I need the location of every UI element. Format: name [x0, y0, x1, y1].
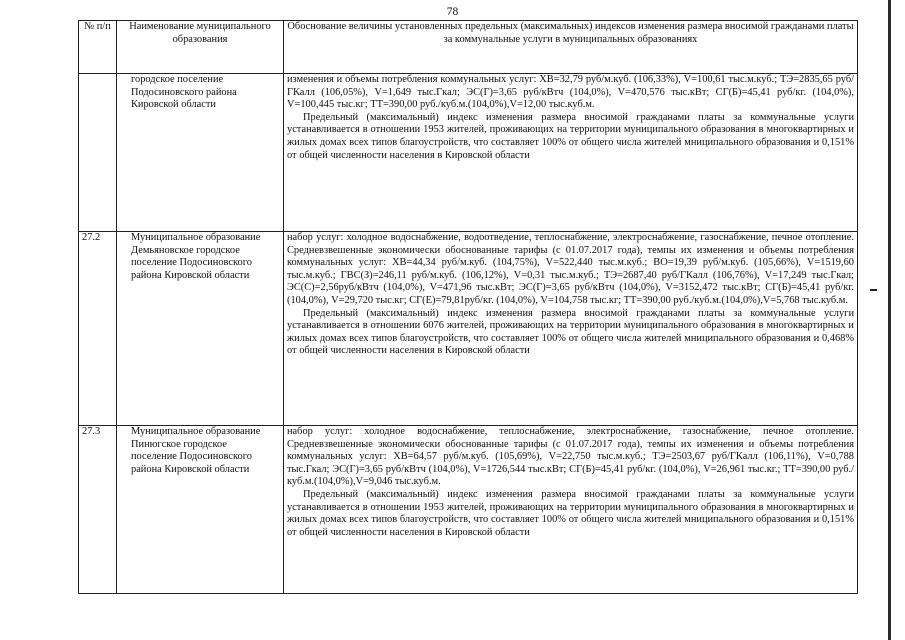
row-number: [79, 74, 117, 232]
justification-text: [284, 74, 858, 232]
header-justification: Обоснование величины установленных предельных (максимальных) индексов изменения размера вносимой гражданами платы за коммунальные услуги в муниципальных образованиях: [284, 21, 858, 74]
table-row: [79, 232, 858, 426]
margin-dash-mark: [870, 289, 877, 291]
table-header-row: [79, 21, 858, 74]
index-limit-paragraph: Предельный (максимальный) индекс изменения размера вносимой гражданами платы за коммунальные услуги устанавливается в отношении 1953 жителей, проживающих на территории муниципального образования в многоквартирных и жилых домах всех типов благоустройств, что составляет 100% от общего числа жителей мниципального образования и 0,151% от общей численности населения в Кировской области: [287, 488, 854, 538]
scan-edge-line: [888, 0, 891, 640]
tariff-details-paragraph: изменения и объемы потребления коммунальных услуг: ХВ=32,79 руб/м.куб. (106,33%), V=100,61 тыс.м.куб.; ТЭ=2835,65 руб/ГКалл (106,05%), V=1,649 тыс.Гкал; ЭС(Г)=3,65 руб/кВтч (104,0%), V=470,576 тыс.кВт; СГ(Б)=45,41 руб/кг. (104,0%), V=100,445 тыс.кг; ТТ=390,00 руб./куб.м.(104,0%),V=12,00 тыс.куб.м.: [287, 74, 854, 111]
tariff-justification-table: [78, 20, 858, 594]
tariff-details-paragraph: набор услуг: холодное водоснабжение, теплоснабжение, электроснабжение, газоснабжение, печное отопление. Средневзвешенные экономически обоснованные тарифы (с 01.07.2017 года), темпы их изменения и объемы потребления коммунальных услуг: ХВ=64,57 руб/м.куб. (105,69%), V=22,750 тыс.м.куб.; ТЭ=2503,67 руб/ГКалл (106,11%), V=0,788 тыс.Гкал; ЭС(Г)=3,65 руб/кВтч (104,0%), V=1726,544 тыс.кВт; СГ(Б)=45,41 руб/кг. (104,0%), V=26,961 тыс.кг.; ТТ=390,00 руб./куб.м.(104,0%),V=9,046 тыс.куб.м.: [287, 426, 854, 488]
header-municipality-name: Наименование муниципального образования: [117, 21, 284, 74]
municipality-name: городское поселение Подосиновского района Кировской области: [117, 74, 284, 232]
row-number: 27.3: [79, 426, 117, 594]
justification-text: [284, 426, 858, 594]
header-number: № п/п: [79, 21, 117, 74]
table-row: [79, 426, 858, 594]
tariff-details-paragraph: набор услуг: холодное водоснабжение, водоотведение, теплоснабжение, электроснабжение, газоснабжение, печное отопление. Средневзвешенные экономически обоснованные тарифы (с 01.07.2017 года), темпы их изменения и объемы потребления коммунальных услуг: ХВ=44,34 руб/м.куб. (104,75%), V=522,440 тыс.м.куб.; ВО=19,39 руб/м.куб. (105,66%), V=1519,60 тыс.м.куб.; ГВС(З)=246,11 руб/м.куб. (106,12%), V=0,31 тыс.м.куб.; ТЭ=2687,40 руб/ГКалл (106,76%), V=17,249 тыс.Гкал; ЭС(С)=2,56руб/кВтч (104,0%), V=471,96 тыс.кВт; ЭС(Г)=3,65 руб/кВтч (104,0%), V=3152,472 тыс.кВт; СГ(Б)=45,41 руб/кг. (104,0%), V=29,720 тыс.кг; СГ(Е)=79,81руб/кг. (104,0%), V=104,758 тыс.кг; ТТ=390,00 руб./куб.м.(104,0%),V=5,768 тыс.куб.м.: [287, 232, 854, 306]
municipality-name: Муниципальное образование Пинюгское городское поселение Подосиновского района Кировской области: [117, 426, 284, 594]
table-row: [79, 74, 858, 232]
index-limit-paragraph: Предельный (максимальный) индекс изменения размера вносимой гражданами платы за коммунальные услуги устанавливается в отношении 6076 жителей, проживающих на территории муниципального образования в многоквартирных и жилых домах всех типов благоустройств, что составляет 100% от общего числа жителей мниципального образования и 0,468% от общей численности населения в Кировской области: [287, 307, 854, 357]
index-limit-paragraph: Предельный (максимальный) индекс изменения размера вносимой гражданами платы за коммунальные услуги устанавливается в отношении 1953 жителей, проживающих на территории муниципального образования в многоквартирных и жилых домах всех типов благоустройств, что составляет 100% от общего числа жителей мниципального образования и 0,151% от общей численности населения в Кировской области: [287, 111, 854, 161]
municipality-name: Муниципальное образование Демьяновское городское поселение Подосиновского района Кировской области: [117, 232, 284, 426]
page-number: 78: [446, 6, 459, 18]
justification-text: [284, 232, 858, 426]
row-number: 27.2: [79, 232, 117, 426]
